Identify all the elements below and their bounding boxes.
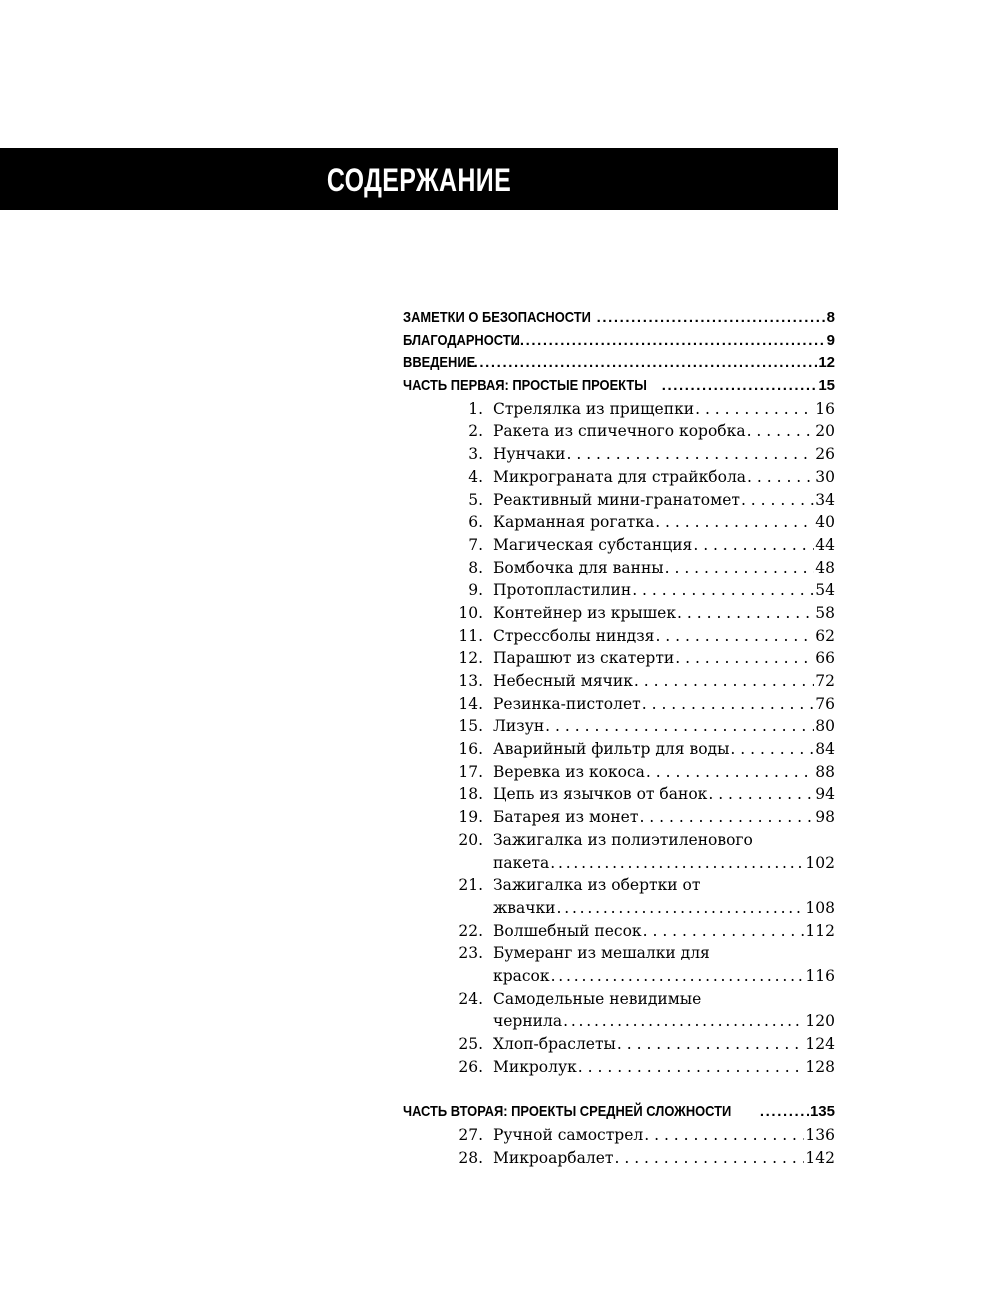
toc-entry[interactable] <box>403 559 835 582</box>
page-title: СОДЕРЖАНИЕ <box>326 162 512 198</box>
toc-entry[interactable] <box>403 581 835 604</box>
toc-page-number: 30 <box>815 467 835 486</box>
leader-dots <box>545 717 814 735</box>
toc-entry-label: Лизун <box>493 717 545 736</box>
leader-dots <box>551 967 805 985</box>
toc-entry[interactable] <box>403 808 835 831</box>
toc-page-number: 9 <box>826 331 835 349</box>
leader-dots <box>557 899 805 917</box>
toc-entry-number: 17. <box>458 762 483 781</box>
toc-section-label: БЛАГОДАРНОСТИ <box>403 331 520 349</box>
toc-entry-label: Резинка-пистолет <box>493 694 641 713</box>
toc-entry-label: Ракета из спичечного коробка <box>493 422 746 441</box>
toc-entry-label: Микроарбалет <box>493 1148 614 1167</box>
leader-dots <box>662 377 818 394</box>
toc-entry[interactable] <box>403 445 835 468</box>
toc-entry-label: Стрелялка из прищепки <box>493 399 695 418</box>
toc-section-label: ЗАМЕТКИ О БЕЗОПАСНОСТИ <box>403 309 591 326</box>
toc-page-number: 16 <box>815 399 835 418</box>
toc-page-number: 135 <box>809 1103 835 1121</box>
toc-entry-number: 26. <box>458 1057 483 1076</box>
toc-section-label: ЧАСТЬ ВТОРАЯ: ПРОЕКТЫ СРЕДНЕЙ СЛОЖНОСТИ <box>403 1103 732 1121</box>
toc-entry-continuation[interactable] <box>403 967 835 990</box>
toc-entry-label-continued: жвачки <box>493 898 556 917</box>
toc-entry-number: 11. <box>458 626 483 645</box>
toc-page-number: 72 <box>815 672 835 690</box>
leader-dots <box>566 445 814 463</box>
toc-page-number: 62 <box>815 626 835 645</box>
toc-entry-number: 15. <box>458 717 483 736</box>
toc-entry-number: 4. <box>468 467 483 486</box>
toc-entry-label: Зажигалка из обертки от <box>493 876 701 895</box>
toc-entry[interactable] <box>403 513 835 536</box>
toc-page-number: 116 <box>805 966 835 985</box>
toc-entry-label: Контейнер из крышек <box>493 603 677 622</box>
toc-entry-number: 5. <box>468 490 483 509</box>
toc-entry[interactable] <box>403 740 835 763</box>
toc-entry-label: Стрессболы ниндзя <box>493 626 655 645</box>
toc-page-number: 80 <box>815 717 835 736</box>
toc-entry-continuation[interactable] <box>403 1012 835 1035</box>
toc-entry-label: Магическая субстанция <box>493 535 693 554</box>
toc-section-safety[interactable] <box>403 309 835 332</box>
toc-entry[interactable] <box>403 1126 835 1149</box>
toc-entry-number: 18. <box>458 785 483 804</box>
leader-dots <box>578 1058 805 1076</box>
leader-dots <box>708 785 814 803</box>
toc-entry-label: Протопластилин <box>493 581 632 600</box>
toc-section-intro[interactable] <box>403 354 835 377</box>
toc-entry[interactable] <box>403 627 835 650</box>
toc-entry-label: Карманная рогатка <box>493 513 655 532</box>
toc-page-number: 108 <box>805 898 835 917</box>
leader-dots <box>550 854 804 872</box>
toc-entry[interactable] <box>403 1149 835 1172</box>
toc-entry[interactable] <box>403 944 835 967</box>
toc-page-number: 120 <box>805 1012 835 1031</box>
toc-page-number: 76 <box>815 694 835 713</box>
toc-page-number: 84 <box>815 740 835 759</box>
toc-page-number: 54 <box>815 581 835 600</box>
toc-page-number: 98 <box>815 808 835 827</box>
toc-entry-label: Волшебный песок <box>493 921 642 940</box>
toc-section-part2[interactable] <box>403 1103 835 1126</box>
table-of-contents <box>403 309 835 1171</box>
toc-entry-label: Нунчаки <box>493 445 566 464</box>
leader-dots <box>644 1126 804 1144</box>
toc-entry-number: 19. <box>458 808 483 827</box>
part2-item-list <box>403 1126 835 1171</box>
title-bar <box>0 148 838 210</box>
toc-page-number: 44 <box>815 535 835 554</box>
toc-entry-label: Реактивный мини-гранатомет <box>493 490 740 509</box>
toc-entry-number: 8. <box>468 558 483 577</box>
toc-entry-label: Микролук <box>493 1057 577 1076</box>
toc-page-number: 102 <box>805 853 835 872</box>
leader-dots <box>677 604 814 622</box>
leader-dots <box>634 672 814 690</box>
leader-dots <box>597 309 826 326</box>
leader-dots <box>514 332 826 349</box>
toc-page-number: 34 <box>815 490 835 509</box>
toc-entry-label: Самодельные невидимые <box>493 989 702 1008</box>
toc-entry-number: 2. <box>468 422 483 441</box>
leader-dots <box>639 808 814 826</box>
toc-entry[interactable] <box>403 876 835 899</box>
toc-entry[interactable] <box>403 468 835 491</box>
toc-entry-number: 24. <box>458 989 483 1008</box>
toc-page-number: 94 <box>815 785 835 804</box>
toc-entry-number: 25. <box>458 1035 483 1053</box>
toc-entry-number: 16. <box>458 740 483 759</box>
toc-entry-label: Хлоп-браслеты <box>493 1035 616 1053</box>
toc-entry-label: Веревка из кокоса <box>493 762 645 781</box>
toc-entry-label: Цепь из язычков от банок <box>493 785 708 804</box>
toc-entry-label: Аварийный фильтр для воды <box>493 740 730 759</box>
toc-entry-label: Ручной самострел <box>493 1126 644 1145</box>
leader-dots <box>462 354 817 371</box>
leader-dots <box>747 422 815 440</box>
toc-entry-number: 10. <box>458 603 483 622</box>
toc-entry-label: Небесный мячик <box>493 672 633 690</box>
toc-entry[interactable] <box>403 831 835 854</box>
toc-entry-number: 3. <box>468 445 483 464</box>
toc-entry-label: Батарея из монет <box>493 808 639 827</box>
toc-entry-label: Бумеранг из мешалки для <box>493 944 710 963</box>
toc-entry[interactable] <box>403 785 835 808</box>
toc-entry-number: 27. <box>458 1126 483 1145</box>
leader-dots <box>563 1012 804 1030</box>
toc-page-number: 128 <box>805 1057 835 1076</box>
toc-entry-label-continued: чернила <box>493 1012 563 1031</box>
toc-entry-number: 13. <box>458 672 483 690</box>
toc-page-number: 26 <box>815 445 835 464</box>
leader-dots <box>730 740 814 758</box>
toc-page-number: 136 <box>805 1126 835 1145</box>
toc-entry[interactable] <box>403 672 835 695</box>
toc-entry-number: 9. <box>468 581 483 600</box>
toc-page-number: 58 <box>815 603 835 622</box>
toc-entry-number: 1. <box>468 399 483 418</box>
toc-page-number: 20 <box>815 422 835 441</box>
leader-dots <box>614 1149 804 1167</box>
toc-entry-number: 12. <box>458 649 483 668</box>
toc-entry-label-continued: пакета <box>493 853 550 872</box>
toc-section-thanks[interactable] <box>403 332 835 355</box>
toc-entry-label: Зажигалка из полиэтиленового <box>493 830 753 849</box>
toc-section-label: ВВЕДЕНИЕ <box>403 354 476 372</box>
leader-dots <box>617 1035 805 1053</box>
toc-page-number: 8 <box>826 309 835 326</box>
toc-entry[interactable] <box>403 1058 835 1081</box>
toc-entry[interactable] <box>403 695 835 718</box>
toc-entry-number: 22. <box>458 921 483 940</box>
toc-page-number: 88 <box>815 762 835 781</box>
toc-entry[interactable] <box>403 422 835 445</box>
toc-entry-label: Парашют из скатерти <box>493 649 675 668</box>
leader-dots <box>646 763 814 781</box>
toc-entry[interactable] <box>403 717 835 740</box>
toc-section-label: ЧАСТЬ ПЕРВАЯ: ПРОСТЫЕ ПРОЕКТЫ <box>403 377 647 395</box>
toc-page-number: 112 <box>805 921 835 940</box>
part1-item-list <box>403 400 835 1081</box>
toc-entry[interactable] <box>403 763 835 786</box>
toc-entry-number: 23. <box>458 944 483 963</box>
toc-entry-number: 14. <box>458 694 483 713</box>
leader-dots <box>643 922 805 940</box>
toc-page-number: 40 <box>815 513 835 532</box>
leader-dots <box>693 536 814 554</box>
leader-dots <box>747 468 814 486</box>
toc-entry-number: 20. <box>458 830 483 849</box>
toc-entry-number: 6. <box>468 513 483 532</box>
toc-entry[interactable] <box>403 922 835 945</box>
leader-dots <box>655 627 814 645</box>
toc-entry-number: 21. <box>458 876 483 895</box>
toc-entry[interactable] <box>403 990 835 1013</box>
toc-page-number: 142 <box>805 1148 835 1167</box>
toc-entry-number: 28. <box>458 1148 483 1167</box>
toc-entry[interactable] <box>403 400 835 423</box>
toc-entry-continuation[interactable] <box>403 854 835 877</box>
leader-dots <box>665 559 815 577</box>
toc-entry-number: 7. <box>468 535 483 554</box>
toc-entry-label: Бомбочка для ванны <box>493 558 664 577</box>
leader-dots <box>695 400 814 418</box>
toc-page-number: 124 <box>805 1035 835 1053</box>
leader-dots <box>741 491 814 509</box>
toc-entry[interactable] <box>403 604 835 627</box>
toc-section-part1[interactable] <box>403 377 835 400</box>
toc-entry[interactable] <box>403 649 835 672</box>
toc-entry-label-continued: красок <box>493 966 550 985</box>
toc-page-number: 48 <box>815 558 835 577</box>
toc-page-number: 12 <box>818 354 835 372</box>
toc-entry[interactable] <box>403 1035 835 1058</box>
leader-dots <box>642 695 815 713</box>
toc-entry-label: Микрограната для страйкбола <box>493 467 747 486</box>
toc-page-number: 66 <box>815 649 835 668</box>
toc-page-number: 15 <box>818 377 835 395</box>
leader-dots <box>655 513 814 531</box>
leader-dots <box>760 1103 809 1120</box>
toc-entry[interactable] <box>403 491 835 514</box>
toc-entry-continuation[interactable] <box>403 899 835 922</box>
leader-dots <box>632 581 814 599</box>
toc-entry[interactable] <box>403 536 835 559</box>
leader-dots <box>675 649 814 667</box>
